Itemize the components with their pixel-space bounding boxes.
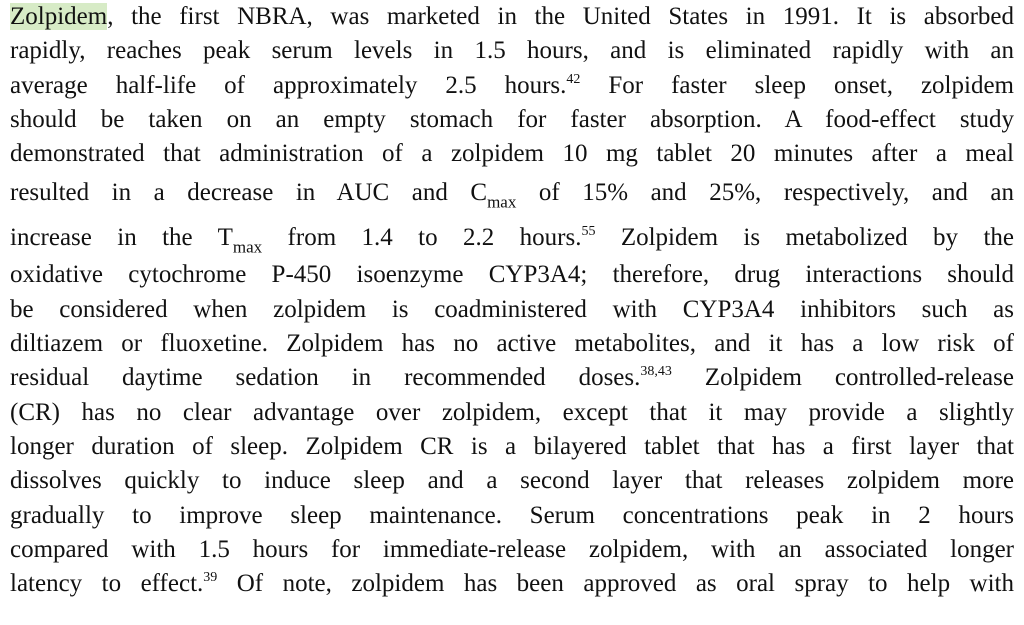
- text-line: [10, 361, 1014, 395]
- text-run: For faster sleep onset, zolpidem: [580, 71, 1014, 99]
- text-line: [10, 567, 1014, 601]
- text-run: average half-life of approximately 2.5 hours.: [10, 71, 567, 99]
- text-run: should be taken on an empty stomach for faster absorption. A food-effect study: [10, 105, 1014, 133]
- text-run: from 1.4 to 2.2 hours.: [262, 224, 582, 252]
- text-run: rapidly, reaches peak serum levels in 1.5 hours, and is eliminated rapidly with an: [10, 37, 1014, 65]
- text-line: [10, 103, 1014, 137]
- text-run: longer duration of sleep. Zolpidem CR is a bilayered tablet that has a first layer that: [10, 432, 1014, 460]
- text-run: Zolpidem is metabolized by the: [595, 224, 1014, 252]
- text-line: [10, 258, 1014, 292]
- text-run: (CR) has no clear advantage over zolpidem, except that it may provide a slightly: [10, 398, 1014, 426]
- text-run: gradually to improve sleep maintenance. Serum concentrations peak in 2 hours: [10, 501, 1014, 529]
- text-line: [10, 137, 1014, 171]
- text-line: [10, 293, 1014, 327]
- text-line: [10, 0, 1014, 34]
- text-run: dissolves quickly to induce sleep and a second layer that releases zolpidem more: [10, 467, 1014, 495]
- text-line: [10, 533, 1014, 567]
- text-line: [10, 396, 1014, 430]
- citation-superscript: 42: [566, 71, 581, 87]
- highlighted-term: Zolpidem: [10, 3, 108, 30]
- text-line: [10, 34, 1014, 68]
- text-run: latency to effect.: [10, 570, 204, 598]
- text-line: [10, 214, 1014, 258]
- text-run: of 15% and 25%, respectively, and an: [516, 179, 1014, 207]
- text-run: increase in the T: [10, 224, 233, 252]
- subscript: max: [487, 193, 517, 213]
- citation-superscript: 39: [203, 570, 218, 586]
- text-run: be considered when zolpidem is coadministered with CYP3A4 inhibitors such as: [10, 295, 1014, 323]
- document-page: [10, 0, 1014, 601]
- text-line: [10, 499, 1014, 533]
- text-run: oxidative cytochrome P-450 isoenzyme CYP3A4; therefore, drug interactions should: [10, 261, 1014, 289]
- text-run: demonstrated that administration of a zolpidem 10 mg tablet 20 minutes after a meal: [10, 140, 1014, 168]
- text-run: , the first NBRA, was marketed in the United States in 1991. It is absorbed: [107, 3, 1014, 30]
- text-run: Zolpidem controlled-release: [671, 364, 1014, 392]
- text-run: diltiazem or fluoxetine. Zolpidem has no active metabolites, and it has a low risk of: [10, 330, 1014, 358]
- citation-superscript: 55: [581, 224, 596, 240]
- citation-superscript: 38,43: [640, 364, 672, 380]
- text-run: resulted in a decrease in AUC and C: [10, 179, 488, 207]
- text-line: [10, 430, 1014, 464]
- text-line: [10, 464, 1014, 498]
- body-paragraph: [10, 0, 1014, 601]
- subscript: max: [232, 238, 263, 258]
- text-line: [10, 327, 1014, 361]
- text-line: [10, 171, 1014, 214]
- text-run: compared with 1.5 hours for immediate-release zolpidem, with an associated longer: [10, 535, 1014, 563]
- text-line: [10, 69, 1014, 103]
- text-run: Of note, zolpidem has been approved as oral spray to help with: [217, 570, 1014, 598]
- text-run: residual daytime sedation in recommended doses.: [10, 364, 641, 392]
